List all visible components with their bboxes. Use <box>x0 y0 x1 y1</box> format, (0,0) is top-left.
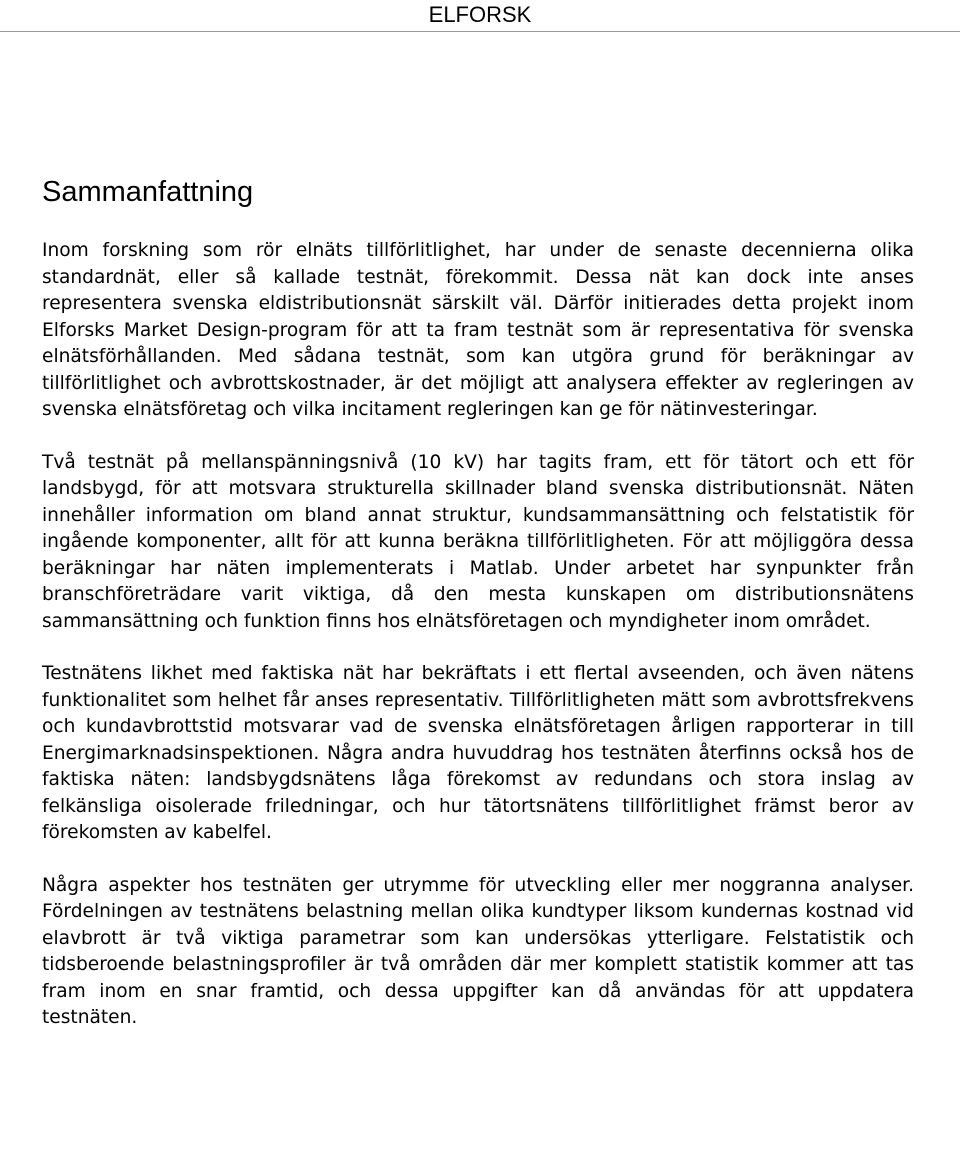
header-title: ELFORSK <box>428 2 532 27</box>
paragraph: Testnätens likhet med faktiska nät har bekräftats i ett flertal avseenden, och även nätens funktionalitet som helhet får anses representativ. Tillförlitligheten mätt som avbrottsfrekvens och kundavbrottstid motsvarar vad de svenska elnätsföretagen årligen rapporterar in till Energimarknadsinspektionen. Några andra huvuddrag hos testnäten återfinns också hos de faktiska näten: landsbygdsnätens låga förekomst av redundans och stora inslag av felkänsliga oisolerade friledningar, och hur tätortsnätens tillförlitlighet främst beror av förekomsten av kabelfel. <box>42 663 914 843</box>
paragraph-list <box>42 238 914 1032</box>
document-body <box>42 172 914 1032</box>
paragraph: Inom forskning som rör elnäts tillförlitlighet, har under de senaste decennierna olika standardnät, eller så kallade testnät, förekommit. Dessa nät kan dock inte anses representera svenska eldistributionsnät särskilt väl. Därför initierades detta projekt inom Elforsks Market Design-program för att ta fram testnät som är representativa för svenska elnätsförhållanden. Med sådana testnät, som kan utgöra grund för beräkningar av tillförlitlighet och avbrottskostnader, är det möjligt att analysera effekter av regleringen av svenska elnätsföretag och vilka incitament regleringen kan ge för nätinvesteringar. <box>42 240 914 420</box>
page-header <box>0 0 960 32</box>
paragraph: Två testnät på mellanspänningsnivå (10 kV) har tagits fram, ett för tätort och ett för landsbygd, för att motsvara strukturella skillnader bland svenska distributionsnät. Näten innehåller information om bland annat struktur, kundsammansättning och felstatistik för ingående komponenter, allt för att kunna beräkna tillförlitligheten. För att möjliggöra dessa beräkningar har näten implementerats i Matlab. Under arbetet har synpunkter från branschföreträdare varit viktiga, då den mesta kunskapen om distributionsnätens sammansättning och funktion finns hos elnätsföretagen och myndigheter inom området. <box>42 451 914 632</box>
section-title: Sammanfattning <box>42 176 254 208</box>
paragraph: Några aspekter hos testnäten ger utrymme för utveckling eller mer noggranna analyser. Fördelningen av testnätens belastning mellan olika kundtyper liksom kundernas kostnad vid elavbrott är två viktiga parametrar som kan undersökas ytterligare. Felstatistik och tidsberoende belastningsprofiler är två områden där mer komplett statistik kommer att tas fram inom en snar framtid, och dessa uppgifter kan då användas för att uppdatera testnäten. <box>42 874 914 1028</box>
